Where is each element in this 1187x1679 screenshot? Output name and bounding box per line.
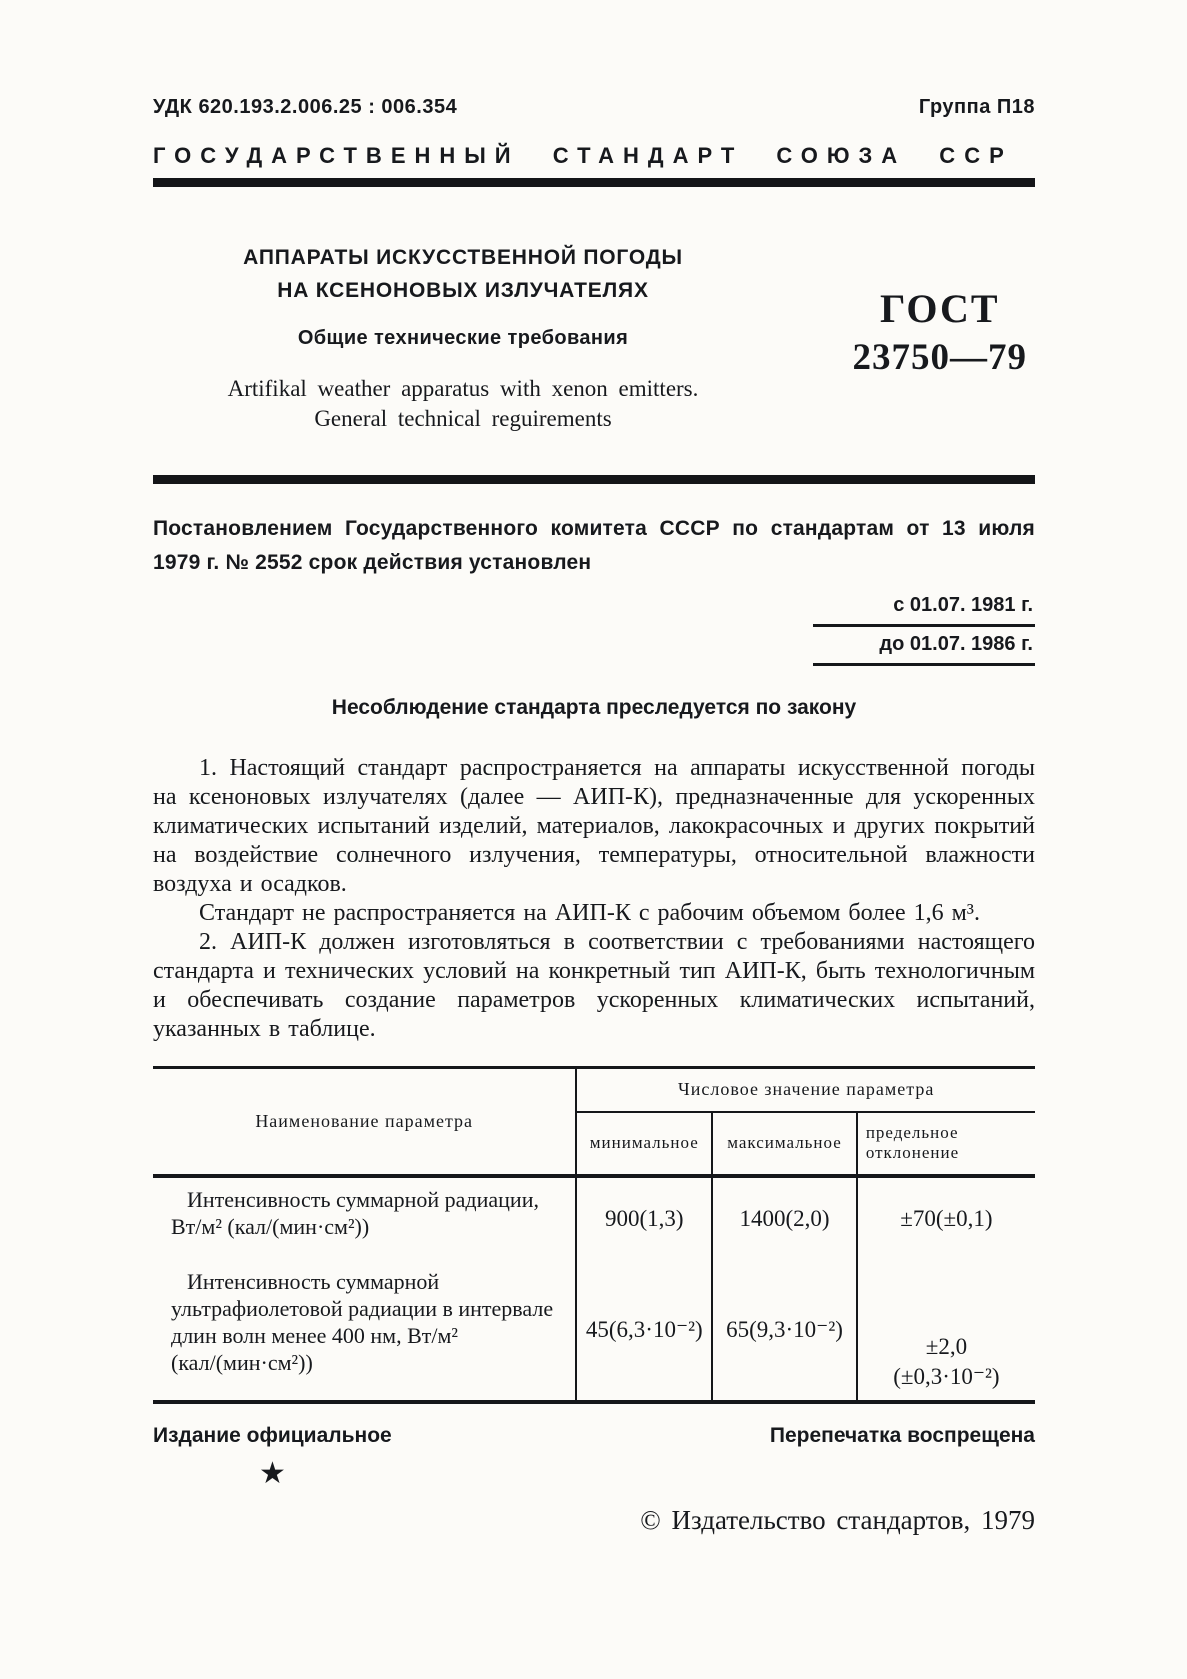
minimum-value-cell: 900(1,3) (576, 1176, 712, 1260)
paragraph-3: 2. АИП-К должен изготовляться в соответствии с требованиями настоящего стандарта и технических условий на конкретный тип АИП-К, быть технологичным и обеспечивать создание параметров ускоренных климатических испытаний, указанных в таблице. (153, 929, 1035, 1042)
gost-designation (853, 285, 1028, 379)
classification-row (153, 96, 1035, 119)
column-group-header-numeric-value: Числовое значение параметра (576, 1068, 1035, 1112)
table-row (153, 1260, 1035, 1402)
title-section (153, 241, 1035, 449)
footer-row (153, 1424, 1035, 1448)
decree-text: Постановлением Государственного комитета СССР по стандартам от 13 июля 1979 г. № 2552 срок действия установлен (153, 517, 1035, 574)
title-ru-line1: АППАРАТЫ ИСКУССТВЕННОЙ ПОГОДЫ (243, 246, 683, 269)
table-row (153, 1176, 1035, 1260)
gost-number: 23750—79 (852, 337, 1027, 378)
date-to: до 01.07. 1986 г. (813, 631, 1035, 666)
maximum-value-cell: 1400(2,0) (712, 1176, 857, 1260)
title-en-line1: Artifikal weather apparatus with xenon emitters. (227, 376, 699, 401)
star-mark: ★ (259, 1456, 286, 1490)
deviation-value-cell: ±70(±0,1) (900, 1205, 993, 1231)
paragraph-1: 1. Настоящий стандарт распространяется на аппараты искусственной погоды на ксеноновых излучателях (далее — АИП-К), предназначенные для ускоренных климатических испытаний изделий, материалов, лакокрасочных и других покрытий на воздействие солнечного излучения, температуры, относительной влажности воздуха и осадков. (153, 755, 1035, 897)
divider-bar-middle (153, 475, 1035, 484)
divider-bar-top (153, 178, 1035, 187)
parameters-table (153, 1066, 1035, 1404)
deviation-line2: (±0,3·10⁻²) (893, 1363, 1000, 1389)
page-content (153, 0, 1035, 1536)
group-code: Группа П18 (918, 96, 1035, 118)
copyright-line: © Издательство стандартов, 1979 (640, 1504, 1035, 1535)
title-left-column (153, 241, 773, 434)
paragraph-2: Стандарт не распространяется на АИП-К с рабочим объемом более 1,6 м³. (199, 900, 980, 926)
official-edition-label: Издание официальное (153, 1423, 392, 1447)
parameter-name-cell: Интенсивность суммарной ультрафиолетовой радиации в интервале длин волн менее 400 нм, Вт/м² (кал/(мин·см²)) (153, 1260, 576, 1402)
body-text (153, 754, 1035, 1044)
validity-dates (813, 592, 1035, 666)
title-ru-line2: НА КСЕНОНОВЫХ ИЗЛУЧАТЕЛЯХ (277, 279, 649, 302)
column-header-deviation: предельное отклонение (857, 1112, 1035, 1176)
column-header-parameter-name: Наименование параметра (153, 1068, 576, 1176)
column-header-maximum: максимальное (712, 1112, 857, 1176)
maximum-value-cell: 65(9,3·10⁻²) (712, 1260, 857, 1402)
parameter-name-cell: Интенсивность суммарной радиации, Вт/м² (кал/(мин·см²)) (153, 1176, 576, 1260)
minimum-value-cell: 45(6,3·10⁻²) (576, 1260, 712, 1402)
gost-label: ГОСТ (879, 286, 1000, 331)
udk-code: УДК 620.193.2.006.25 : 006.354 (153, 96, 458, 118)
table-header-row-group (153, 1068, 1035, 1112)
title-en-line2: General technical reguirements (314, 406, 612, 431)
document-title-ru (153, 241, 773, 307)
state-standard-heading: ГОСУДАРСТВЕННЫЙ СТАНДАРТ СОЮЗА ССР (153, 143, 1013, 168)
reprint-forbidden-label: Перепечатка воспрещена (769, 1423, 1035, 1447)
document-title-en (153, 374, 773, 434)
deviation-value-cell (857, 1260, 1035, 1402)
date-from: с 01.07. 1981 г. (813, 592, 1035, 627)
law-notice: Несоблюдение стандарта преследуется по закону (331, 696, 857, 719)
document-subtitle: Общие технические требования (297, 327, 629, 349)
column-header-minimum: минимальное (576, 1112, 712, 1176)
deviation-line1: ±2,0 (925, 1333, 968, 1359)
